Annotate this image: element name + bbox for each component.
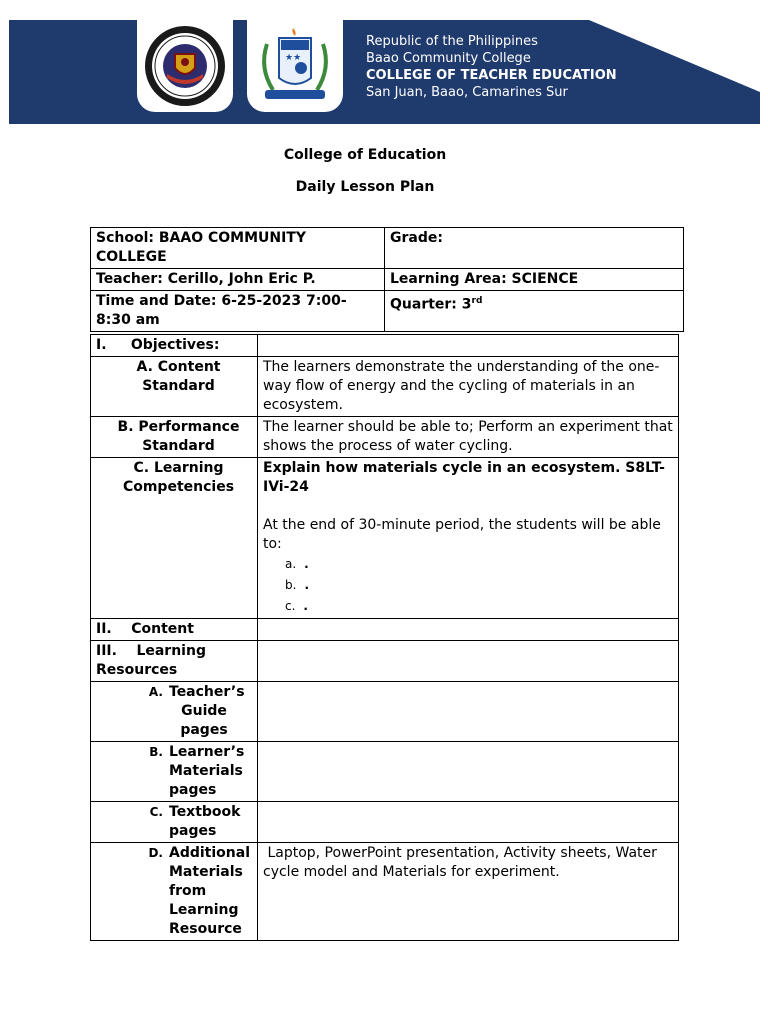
school-cell: School: BAAO COMMUNITY COLLEGE bbox=[91, 228, 385, 269]
additional-materials-label: Additional Materials from Learning Resource bbox=[169, 845, 250, 937]
textbook-label-cell bbox=[91, 802, 258, 843]
document-title: Daily Lesson Plan bbox=[295, 179, 435, 195]
objective-letter: a. bbox=[285, 557, 297, 571]
table-row bbox=[91, 802, 679, 843]
competency-statement: Explain how materials cycle in an ecosystem. S8LT-IVi-24 bbox=[263, 460, 665, 495]
objectives-heading: I. Objectives: bbox=[91, 335, 258, 357]
objective-text: . bbox=[304, 557, 309, 571]
objective-text: . bbox=[303, 599, 308, 613]
objective-list bbox=[263, 554, 673, 617]
header-college-name: Baao Community College bbox=[366, 51, 531, 66]
time-date-cell: Time and Date: 6-25-2023 7:00-8:30 am bbox=[91, 291, 385, 332]
additional-materials-text: Laptop, PowerPoint presentation, Activity sheets, Water cycle model and Materials for experiment. bbox=[258, 843, 679, 941]
performance-standard-label: B. Performance Standard bbox=[117, 419, 240, 454]
info-table bbox=[90, 227, 684, 332]
table-row bbox=[91, 619, 679, 641]
additional-materials-label-cell bbox=[91, 843, 258, 941]
teachers-guide-label-cell bbox=[91, 682, 258, 742]
header-department: COLLEGE OF TEACHER EDUCATION bbox=[366, 68, 617, 83]
lesson-plan-table bbox=[90, 334, 679, 941]
performance-standard-label-cell bbox=[91, 417, 258, 458]
content-value-cell bbox=[258, 619, 679, 641]
list-item bbox=[285, 554, 673, 575]
learners-materials-value-cell bbox=[258, 742, 679, 802]
table-row bbox=[91, 357, 679, 417]
quarter-cell bbox=[385, 291, 684, 332]
resources-heading: III. Learning Resources bbox=[91, 641, 258, 682]
content-standard-label-cell bbox=[91, 357, 258, 417]
learners-materials-letter: B. bbox=[149, 745, 163, 759]
content-standard-text: The learners demonstrate the understanding of the one-way flow of energy and the cycling of materials in an ecosystem. bbox=[258, 357, 679, 417]
table-row bbox=[91, 417, 679, 458]
college-of-education-logo bbox=[247, 20, 343, 112]
objective-letter: b. bbox=[285, 578, 297, 592]
competencies-cell bbox=[258, 458, 679, 619]
quarter-suffix: rd bbox=[471, 296, 483, 306]
resources-value-cell bbox=[258, 641, 679, 682]
quarter-value: Quarter: 3 bbox=[390, 296, 472, 313]
learning-area-cell: Learning Area: SCIENCE bbox=[385, 269, 684, 291]
table-row bbox=[91, 641, 679, 682]
list-item bbox=[285, 575, 673, 596]
table-row bbox=[91, 228, 684, 269]
table-row bbox=[91, 335, 679, 357]
learners-materials-label: Learner’s Materials pages bbox=[169, 744, 245, 798]
objective-text: . bbox=[304, 578, 309, 592]
teacher-cell: Teacher: Cerillo, John Eric P. bbox=[91, 269, 385, 291]
content-standard-label: A. Content Standard bbox=[136, 359, 221, 394]
textbook-value-cell bbox=[258, 802, 679, 843]
header-country: Republic of the Philippines bbox=[366, 34, 538, 49]
teachers-guide-letter: A. bbox=[148, 685, 163, 699]
textbook-label: Textbook pages bbox=[169, 804, 241, 839]
table-row bbox=[91, 742, 679, 802]
teachers-guide-value-cell bbox=[258, 682, 679, 742]
svg-text:★★: ★★ bbox=[285, 53, 302, 63]
list-item bbox=[285, 596, 673, 617]
learners-materials-label-cell bbox=[91, 742, 258, 802]
competencies-label-cell bbox=[91, 458, 258, 619]
table-row bbox=[91, 458, 679, 619]
baao-community-college-seal bbox=[137, 20, 233, 112]
college-title: College of Education bbox=[283, 147, 447, 163]
table-row bbox=[91, 682, 679, 742]
additional-materials-letter: D. bbox=[148, 846, 163, 860]
grade-cell: Grade: bbox=[385, 228, 684, 269]
performance-standard-text: The learner should be able to; Perform an experiment that shows the process of water cycling. bbox=[258, 417, 679, 458]
seal-icon bbox=[143, 24, 227, 108]
table-row bbox=[91, 291, 684, 332]
header-address: San Juan, Baao, Camarines Sur bbox=[366, 85, 568, 100]
header-banner bbox=[9, 20, 760, 124]
objectives-value-cell bbox=[258, 335, 679, 357]
competencies-intro: At the end of 30-minute period, the students will be able to: bbox=[263, 517, 661, 552]
competencies-label: C. Learning Competencies bbox=[122, 460, 235, 495]
teachers-guide-label: Teacher’s Guide pages bbox=[169, 684, 245, 738]
header-institution-text bbox=[366, 33, 617, 101]
table-row bbox=[91, 843, 679, 941]
textbook-letter: C. bbox=[149, 805, 163, 819]
education-logo-icon bbox=[253, 24, 337, 108]
content-heading: II. Content bbox=[91, 619, 258, 641]
objective-letter: c. bbox=[285, 599, 296, 613]
table-row bbox=[91, 269, 684, 291]
